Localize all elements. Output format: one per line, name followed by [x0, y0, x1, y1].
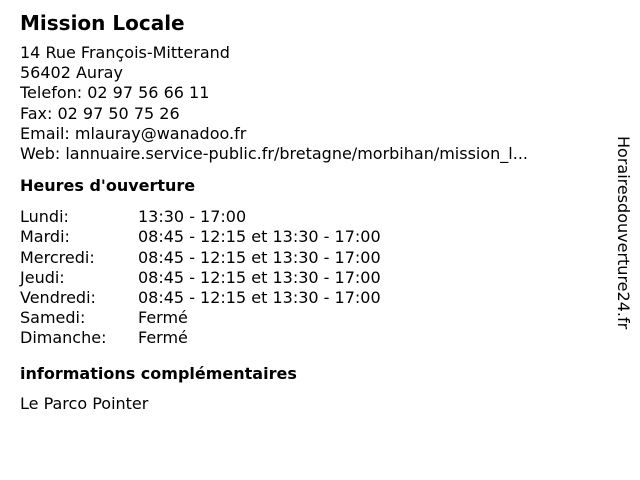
hours-row-saturday	[20, 308, 600, 328]
hours-row-wednesday	[20, 248, 600, 268]
hours-time: Fermé	[138, 328, 188, 348]
hours-day: Lundi:	[20, 207, 69, 227]
hours-time: 08:45 - 12:15 et 13:30 - 17:00	[138, 227, 381, 247]
address-city: 56402 Auray	[20, 63, 123, 83]
hours-day: Dimanche:	[20, 328, 107, 348]
hours-time: 13:30 - 17:00	[138, 207, 247, 227]
hours-heading: Heures d'ouverture	[20, 176, 196, 196]
hours-time: 08:45 - 12:15 et 13:30 - 17:00	[138, 287, 381, 307]
hours-day: Mardi:	[20, 227, 70, 247]
hours-time: 08:45 - 12:15 et 13:30 - 17:00	[138, 247, 381, 267]
email-address[interactable]: Email: mlauray@wanadoo.fr	[20, 123, 247, 143]
hours-day: Jeudi:	[20, 267, 65, 287]
hours-table	[20, 207, 600, 348]
info-heading: informations complémentaires	[20, 363, 297, 383]
phone-number[interactable]: Telefon: 02 97 56 66 11	[20, 83, 210, 103]
website-link[interactable]: Web: lannuaire.service-public.fr/bretagne/morbihan/mission_l...	[20, 144, 528, 164]
hours-time: Fermé	[138, 308, 188, 328]
address-street: 14 Rue François-Mitterand	[20, 43, 230, 62]
fax-number: Fax: 02 97 50 75 26	[20, 103, 180, 123]
info-text: Le Parco Pointer	[20, 393, 149, 413]
business-card	[20, 10, 600, 414]
hours-day: Vendredi:	[20, 287, 96, 307]
hours-time: 08:45 - 12:15 et 13:30 - 17:00	[138, 267, 381, 287]
hours-row-friday	[20, 288, 600, 308]
hours-day: Samedi:	[20, 308, 86, 328]
hours-row-tuesday	[20, 227, 600, 247]
hours-day: Mercredi:	[20, 247, 95, 267]
hours-row-thursday	[20, 268, 600, 288]
side-credit-watermark: Horairesdouverture24.fr	[614, 136, 633, 330]
hours-row-monday	[20, 207, 600, 227]
hours-row-sunday	[20, 328, 600, 348]
business-name: Mission Locale	[20, 11, 185, 35]
